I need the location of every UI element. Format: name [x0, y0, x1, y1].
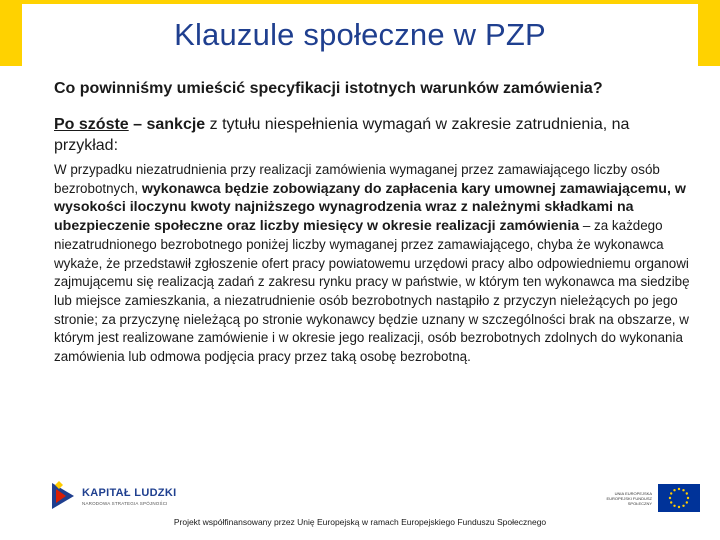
lead-dash: – — [128, 116, 147, 133]
eu-logo — [596, 482, 700, 514]
title-box — [22, 4, 698, 66]
slide-title: Klauzule społeczne w PZP — [174, 17, 546, 52]
title-bar — [0, 0, 720, 66]
eu-logo-text: UNIA EUROPEJSKA EUROPEJSKI FUNDUSZ SPOŁECZNY — [606, 490, 652, 506]
question-heading: Co powinniśmy umieścić specyfikacji istotnych warunków zamówienia? — [54, 80, 603, 97]
body-emphasis: wykonawca będzie zobowiązany do zapłacenia kary umownej zamawiającemu, w wysokości iloczynu kwoty najniższego wynagrodzenia wraz z należnymi składkami na ubezpieczenie społeczne oraz liczby miesięcy w okresie realizacji zamówienia — [54, 180, 686, 235]
kapital-ludzki-emblem-icon — [50, 479, 76, 513]
lead-bold: sankcje — [146, 116, 206, 133]
kapital-ludzki-subtitle: NARODOWA STRATEGIA SPÓJNOŚCI — [82, 500, 168, 506]
kapital-ludzki-title: KAPITAŁ LUDZKI — [82, 486, 177, 499]
body-part3: – za każdego niezatrudnionego bezrobotnego poniżej liczby wymaganej przez zamawiającego, chyba że wykonawca wykaże, że przedstawił zgłoszenie ofert pracy powiatowemu urzędowi pracy albo odpowiedniemu organowi zajmującemu się realizacją zadań z zakresu rynku pracy w państwie, w którym ten wykonawca ma siedzibę lub miejsce zamieszkania, a niezatrudnienie osób bezrobotnych nastąpiło z przyczyn nieleżących po jego stronie; za przyczynę nieleżącą po stronie wykonawcy będzie uznany w szczególności brak na obszarze, w którym jest realizowane zamówienie i w okresie jego realizacji, osób bezrobotnych zdolnych do wykonania zamówienia lub odmowa podjęcia pracy przez taką osobę bezrobotną. — [54, 218, 690, 365]
eu-flag-icon — [658, 484, 700, 512]
lead-underlined: Po szóste — [54, 116, 129, 133]
body-part1: W przypadku niezatrudnienia przy realizacji zamówienia wymaganej przez zamawiającego liczby osób bezrobotnych, — [54, 162, 660, 196]
kapital-ludzki-logo — [50, 476, 190, 516]
lead-paragraph — [54, 114, 694, 156]
footer-note: Projekt współfinansowany przez Unię Europejską w ramach Europejskiego Funduszu Społecznego — [173, 517, 547, 527]
body-paragraph — [54, 161, 694, 367]
lead-rest: z tytułu niespełnienia wymagań w zakresie zatrudnienia, na przykład: — [54, 116, 630, 154]
